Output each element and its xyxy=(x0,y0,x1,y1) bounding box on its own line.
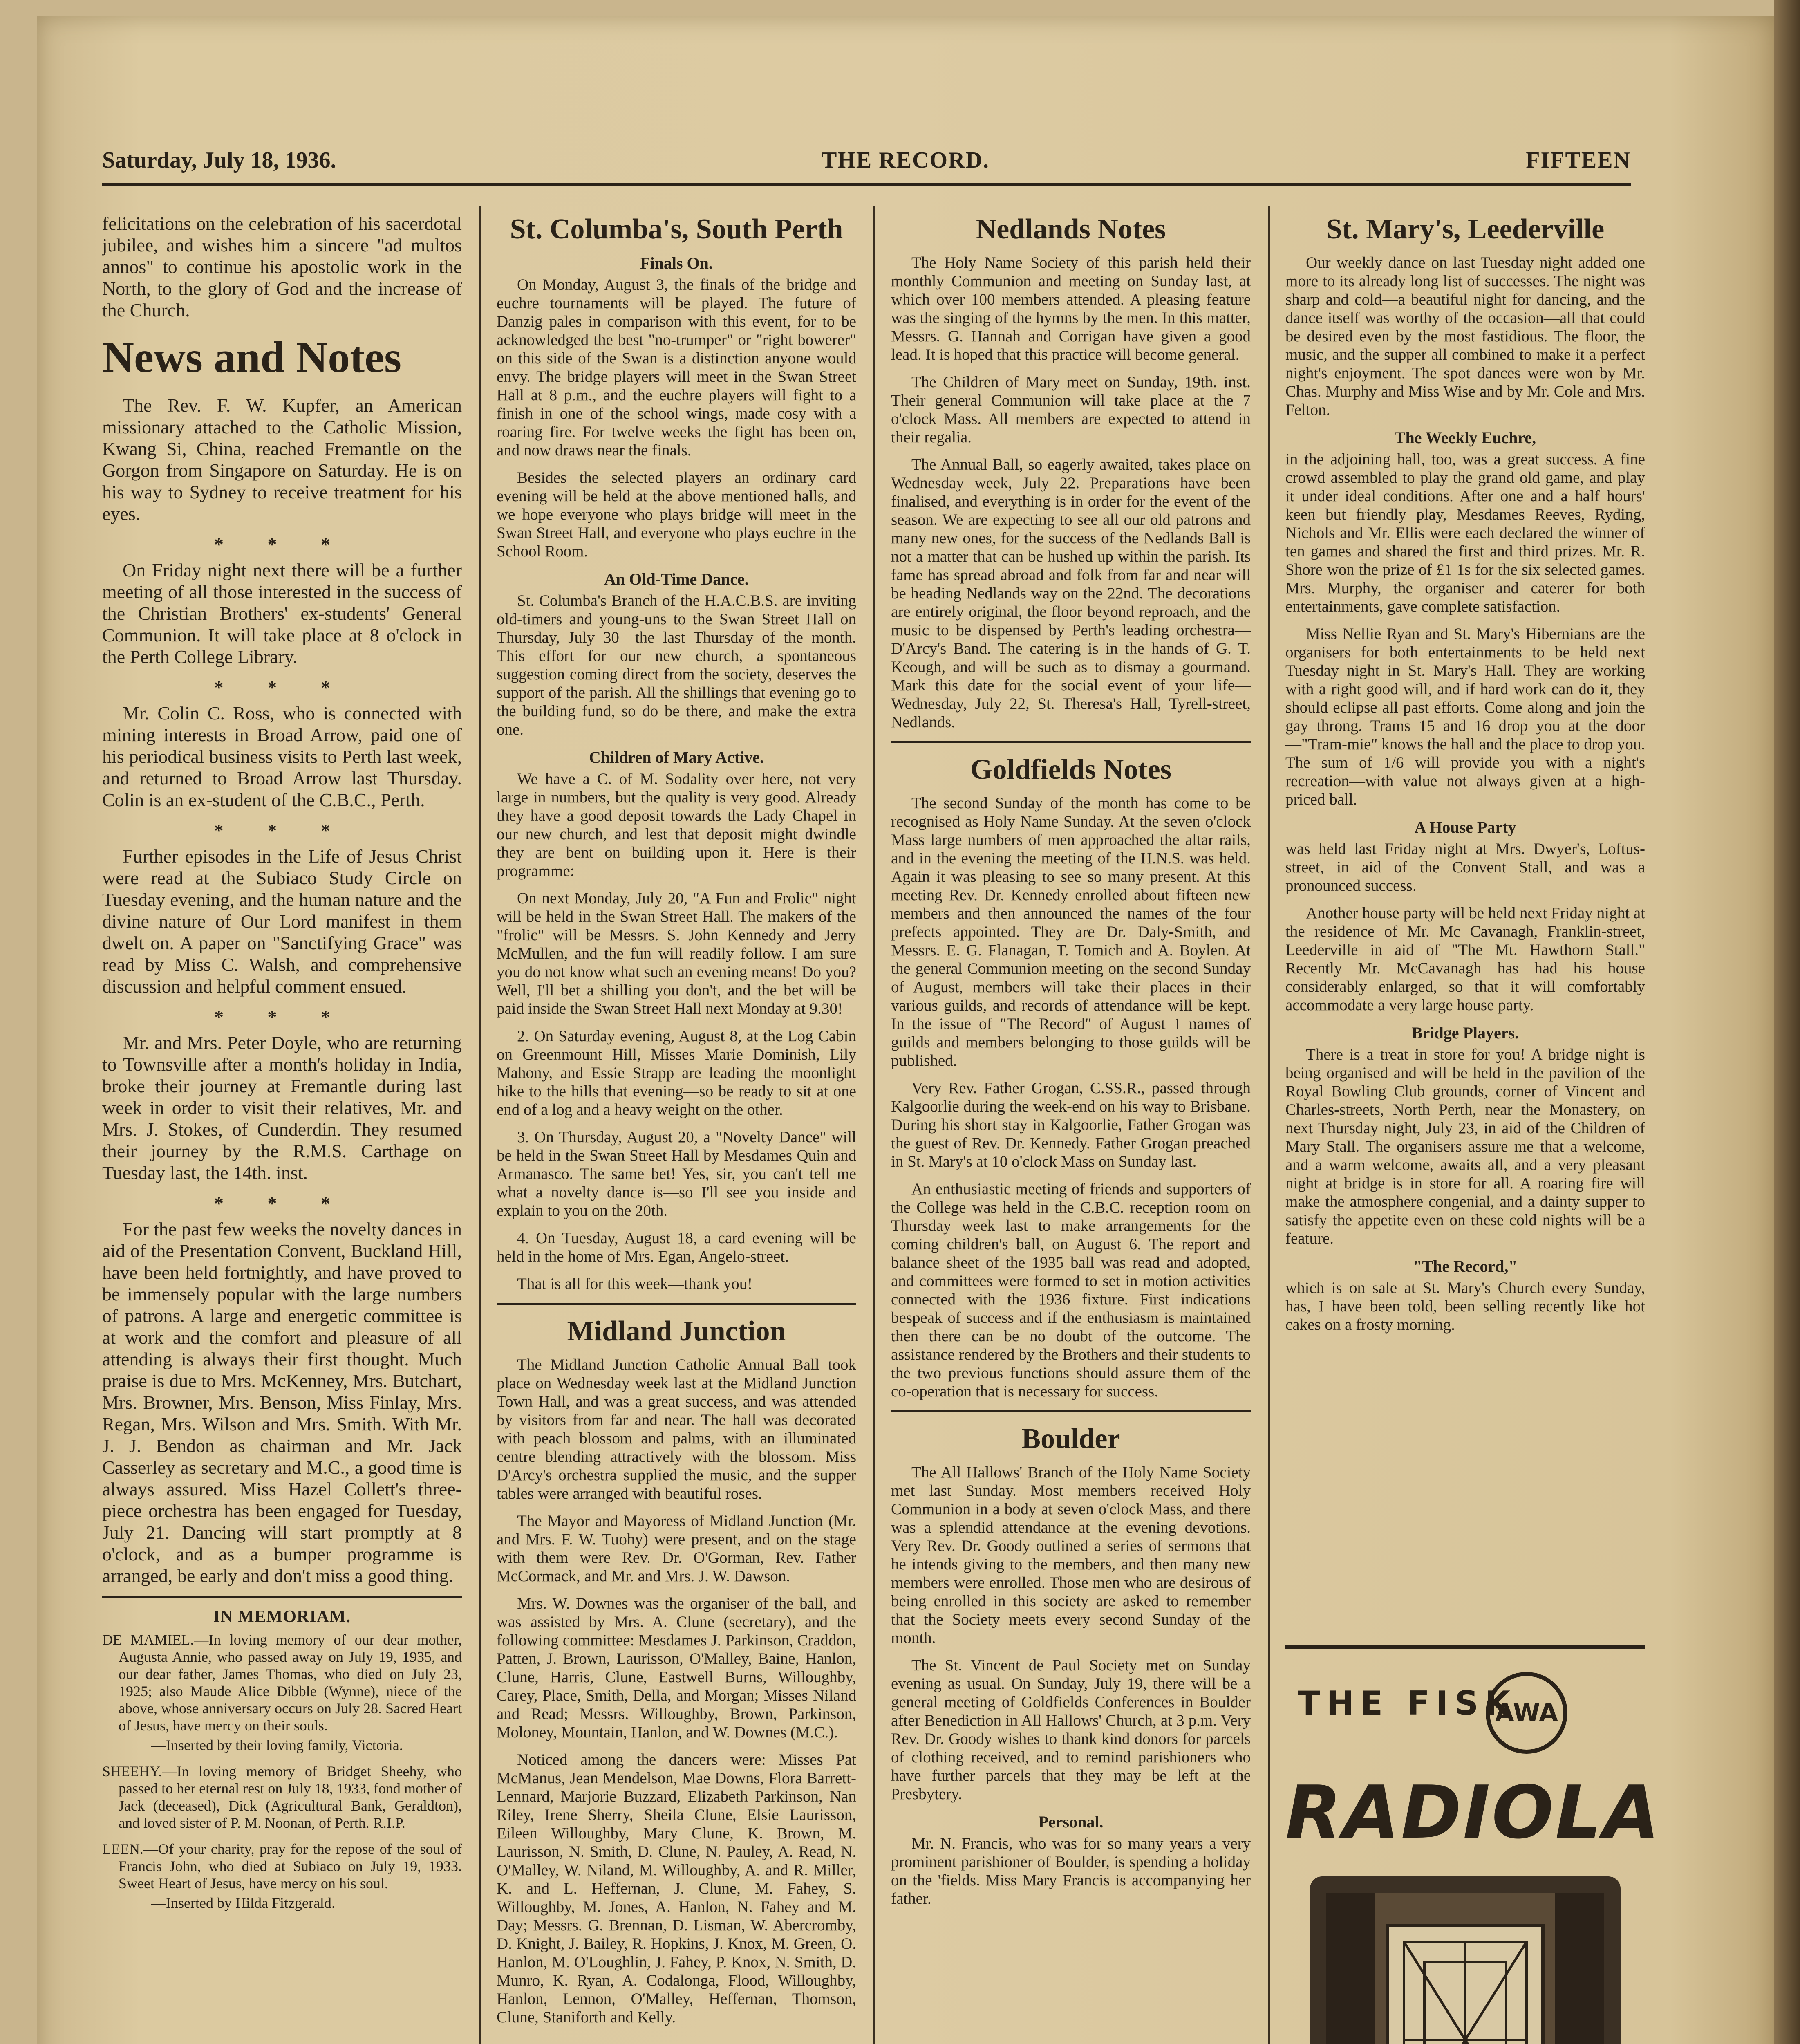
section-rule xyxy=(891,1410,1251,1412)
article-paragraph: We have a C. of M. Sodality over here, not very large in numbers, but the quality is very good. Already they have a good deposit towards the Lady Chapel in our new church, and lest that deposit might dwindle they are bent on building upon it. Here is their programme: xyxy=(497,770,856,880)
subheading: An Old-Time Dance. xyxy=(604,570,749,588)
in-memoriam xyxy=(102,1608,462,1912)
article-paragraph: The Annual Ball, so eagerly awaited, takes place on Wednesday week, July 22. Preparations have been finalised, and everything is in order for the event of the season. We are expecting to see all our old patrons and many new ones, for the success of the Nedlands Ball is not a matter that can be hushed up within the parish. Its fame has spread abroad and folk from far and near will be heading Nedlands way on the 22nd. The decorations are entirely original, the floor beyond reproach, and the music to be dispensed by Perth's leading orchestra—D'Arcy's Band. The catering is in the hands of G. T. Keough, and will be such as to dismay a gourmand. Mark this date for the social event of your life—Wednesday, July 22, St. Theresa's Hall, Tyrell-street, Nedlands. xyxy=(891,456,1251,731)
separator: * * * xyxy=(214,677,350,698)
article-paragraph: in the adjoining hall, too, was a great success. A fine crowd assembled to play the grand old game, and play it under ideal conditions. After one and a half hours' keen but friendly play, Mesdames Reeves, Ryding, Nichols and Mr. Ellis were each declared the winner of ten games and shared the first and third prizes. Mr. R. Shore won the prize of £1 1s for the six selected games. Mrs. Murphy, the organiser and caterer for both entertainments, gave complete satisfaction. xyxy=(1285,450,1645,615)
header-page-number: FIFTEEN xyxy=(1526,148,1631,173)
section-heading-goldfields-notes: Goldfields Notes xyxy=(970,754,1171,785)
article-paragraph: St. Columba's Branch of the H.A.C.B.S. are inviting old-timers and young-uns to the Swan Street Hall on Thursday, July 30—the last Thursday of the month. This effort for our new church, a spontaneous suggestion coming direct from the society, deserves the support of the parish. All the shillings that evening go to the building fund, so do be there, and make the extra one. xyxy=(497,592,856,738)
section-rule xyxy=(102,1596,462,1598)
ad-brand: THE FISK xyxy=(1298,1684,1517,1722)
article-paragraph: Noticed among the dancers were: Misses Pat McManus, Jean Mendelson, Mae Downs, Flora Barrett-Lennard, Marjorie Buzzard, Elizabeth Parkinson, Nan Riley, Irene Sherry, Sheila Clune, Elsie Laurisson, Eileen Willoughby, Mary Clune, K. Brown, M. Laurisson, N. Smith, D. Clune, N. Pauley, A. Read, N. O'Malley, W. Niland, M. Willoughby, A. and R. Miller, K. and L. Heffernan, J. Clune, M. Fahey, S. Willoughby, M. Jones, A. Hanlon, N. Fahey and M. Day; Messrs. G. Brennan, D. Lisman, W. Abercromby, D. Knight, J. Bailey, R. Hopkins, J. Knox, M. Green, O. Hanlon, M. O'Loughlin, J. Fahey, P. Knox, N. Smith, D. Munro, K. Ryan, A. Codalonga, Flood, Willoughby, Hanlon, Lennon, O'Malley, Heffernan, Thomson, Clune, Staniforth and Kelly. xyxy=(497,1751,856,2026)
subheading: "The Record," xyxy=(1413,1257,1518,1275)
article-paragraph: The second Sunday of the month has come to be recognised as Holy Name Sunday. At the seven o'clock Mass large numbers of men approached the altar rails, and in the evening the meeting of the H.N.S. was held. Again it was pleasing to see so many present. At this meeting Rev. Dr. Kennedy enrolled about fifteen new members and then announced the names of the four prefects appointed. They are Dr. Daly-Smith, and Messrs. E. G. Flanagan, T. Tomich and A. Boylen. At the general Communion meeting on the second Sunday of August, members will take their places in their various guilds, and records of attendance will be kept. In the issue of "The Record" of August 1 names of guilds and members belonging to those guilds will be published. xyxy=(891,794,1251,1069)
subheading: A House Party xyxy=(1414,818,1516,836)
column-rule xyxy=(479,206,481,2044)
ad-product-name: RADIOLA xyxy=(1285,1770,1661,1855)
article-paragraph: Mr. N. Francis, who was for so many years a very prominent parishioner of Boulder, is spending a holiday on the 'fields. Miss Mary Francis is accompanying her father. xyxy=(891,1835,1251,1907)
article-paragraph: 3. On Thursday, August 20, a "Novelty Dance" will be held in the Swan Street Hall by Mesdames Quin and Armanasco. The same bet! Yes, sir, you can't tell me what a novelty dance is—so I'll see you inside and explain to you on the 20th. xyxy=(497,1128,856,1219)
article-paragraph: Another house party will be held next Friday night at the residence of Mr. Mc Cavanagh, Franklin-street, Leederville in aid of "The Mt. Hawthorn Stall." Recently Mr. McCavanagh has had his house considerably enlarged, so that it will comfortably accommodate a very large house party. xyxy=(1285,904,1645,1014)
section-heading-boulder: Boulder xyxy=(1021,1423,1120,1455)
article-paragraph: Further episodes in the Life of Jesus Christ were read at the Subiaco Study Circle on Tuesday evening, and the human nature and the divine nature of Our Lord manifest in them dwelt on. A paper on "Sanctifying Grace" was read by Miss C. Walsh, and comprehensive discussion and helpful comment ensued. xyxy=(102,846,462,997)
separator: * * * xyxy=(214,1193,350,1214)
column-3 xyxy=(891,213,1251,2044)
article-text: felicitations on the celebration of his sacerdotal jubilee, and wishes him a sincere "ad multos annos" to continue his apostolic work in the North, to the glory of God and the increase of the Church. xyxy=(102,213,462,320)
section-heading-st-columbas: St. Columba's, South Perth xyxy=(510,213,843,245)
memoriam-inserted-by: —Inserted by Hilda Fitzgerald. xyxy=(151,1895,335,1911)
section-rule xyxy=(497,1303,856,1305)
article-paragraph: 4. On Tuesday, August 18, a card evening will be held in the home of Mrs. Egan, Angelo-street. xyxy=(497,1229,856,1265)
separator: * * * xyxy=(214,534,350,555)
header-rule xyxy=(102,183,1631,186)
column-4 xyxy=(1285,213,1645,1619)
separator: * * * xyxy=(214,820,350,841)
subheading: Children of Mary Active. xyxy=(589,748,764,766)
subheading: Personal. xyxy=(1038,1813,1104,1831)
article-paragraph: On Friday night next there will be a further meeting of all those interested in the success of the Christian Brothers' ex-students' General Communion. It will take place at 8 o'clock in the Perth College Library. xyxy=(102,560,462,667)
article-paragraph: The Children of Mary meet on Sunday, 19th. inst. Their general Communion will take place at the 7 o'clock Mass. All members are expected to attend in their regalia. xyxy=(891,373,1251,446)
section-heading-midland-junction: Midland Junction xyxy=(567,1316,786,1347)
article-paragraph: On Monday, August 3, the finals of the bridge and euchre tournaments will be played. The future of Danzig pales in comparison with this event, for to be acknowledged the best "no-trumper" or "right bowerer" on this side of the Swan is a distinction anyone would envy. The bridge players will meet in the Swan Street Hall at 8 p.m., and the euchre players will fight to a finish in one of the school wings, made cosy with a roaring fire. For twelve weeks the fight has been on, and now draws near the finals. xyxy=(497,276,856,459)
article-paragraph: The Midland Junction Catholic Annual Ball took place on Wednesday week last at the Midland Junction Town Hall, and was a great success, and was attended by visitors from far and near. The hall was decorated with peach blossom and palms, with an illuminated centre blending attractively with the blossom. Miss D'Arcy's orchestra supplied the music, and the supper tables were arranged with beautiful roses. xyxy=(497,1356,856,1502)
section-heading-news-and-notes: News and Notes xyxy=(102,333,402,382)
article-paragraph: Mrs. W. Downes was the organiser of the ball, and was assisted by Mrs. A. Clune (secretary), and the following committee: Mesdames J. Parkinson, Craddon, Patten, J. Brown, Laurisson, O'Malley, Baine, Hanlon, Clune, Harris, Clune, Eastwell Burns, Willoughby, Carey, Place, Smith, Della, and Morgan; Misses Niland and Read; Messrs. Willoughby, Brown, Parkinson, Moloney, Mountain, Hanlon, and W. Downes (M.C.). xyxy=(497,1595,856,1741)
in-memoriam-title: IN MEMORIAM. xyxy=(213,1607,351,1626)
article-paragraph: 2. On Saturday evening, August 8, at the Log Cabin on Greenmount Hill, Misses Marie Dominish, Lily Mahony, and Essie Strapp are leading the moonlight hike to the hills that evening—so be ready to sit at one end of a log and a heavy weight on the other. xyxy=(497,1027,856,1118)
awa-logo: AWA xyxy=(1486,1672,1567,1754)
article-paragraph: Mr. and Mrs. Peter Doyle, who are returning to Townsville after a month's holiday in India, broke their journey at Fremantle during last week in order to visit their relatives, Mr. and Mrs. J. Stokes, of Cunderdin. They resumed their journey by the R.M.S. Carthage on Tuesday last, the 14th. inst. xyxy=(102,1032,462,1183)
subheading: Finals On. xyxy=(640,254,713,272)
article-paragraph: Our weekly dance on last Tuesday night added one more to its already long list of successes. The night was sharp and cold—a beautiful night for dancing, and the dance itself was worthy of the occasion—all that could be desired even by the most fastidious. The floor, the music, and the supper all combined to make it a perfect night's enjoyment. The spot dances were won by Mr. Chas. Murphy and Miss Wise and by Mr. Cole and Mrs. Felton. xyxy=(1285,254,1645,419)
header-paper-title: THE RECORD. xyxy=(822,148,990,173)
separator: * * * xyxy=(214,1006,350,1027)
column-rule xyxy=(1268,206,1270,2044)
memoriam-inserted-by: —Inserted by their loving family, Victoria. xyxy=(151,1737,403,1753)
article-paragraph: Very Rev. Father Grogan, C.SS.R., passed through Kalgoorlie during the week-end on his way to Brisbane. During his short stay in Kalgoorlie, Father Grogan was the guest of Rev. Dr. Kennedy. Father Grogan preached in St. Mary's at 10 o'clock Mass on Sunday last. xyxy=(891,1079,1251,1170)
article-paragraph: which is on sale at St. Mary's Church every Sunday, has, I have been told, been selling recently like hot cakes on a frosty morning. xyxy=(1285,1279,1645,1334)
article-paragraph: Besides the selected players an ordinary card evening will be held at the above mentioned halls, and we hope everyone who plays bridge will meet in the Swan Street Hall, and everyone who plays euchre in the School Room. xyxy=(497,469,856,560)
article-paragraph: The Rev. F. W. Kupfer, an American missionary attached to the Catholic Mission, Kwang Si, China, reached Fremantle on the Gorgon from Singapore on Saturday. He is on his way to Sydney to receive treatment for his eyes. xyxy=(102,395,462,524)
cabinet-right-pillar xyxy=(1555,1893,1604,2044)
memoriam-entry: DE MAMIEL.—In loving memory of our dear mother, Augusta Annie, who passed away on July 19, 1935, and our dear father, James Thomas, who died on July 23, 1925; also Maude Alice Dibble (Wynne), niece of the above, whose anniversary occurs on July 28. Sacred Heart of Jesus, have mercy on their souls. xyxy=(102,1632,462,1734)
radio-cabinet-illustration xyxy=(1302,1868,1629,2044)
memoriam-entry: LEEN.—Of your charity, pray for the repose of the soul of Francis John, who died at Subiaco on July 19, 1933. Sweet Heart of Jesus, have mercy on his soul. xyxy=(102,1841,462,1892)
subheading: Bridge Players. xyxy=(1411,1024,1519,1042)
cabinet-left-pillar xyxy=(1326,1893,1375,2044)
article-paragraph: For the past few weeks the novelty dances in aid of the Presentation Convent, Buckland Hill, have been held fortnightly, and have proved to be immensely popular with the large numbers of patrons. A large and energetic committee is at work and the comfort and pleasure of all attending is always their first thought. Much praise is due to Mrs. McKenney, Mrs. Butchart, Mrs. Browner, Mrs. Benson, Miss Finlay, Mrs. Regan, Mrs. Wilson and Mrs. Smith. With Mr. J. J. Bendon as chairman and Mr. Jack Casserley as secretary and M.C., a good time is always assured. Miss Hazel Collett's three-piece orchestra has been engaged for Tuesday, July 21. Dancing will start promptly at 8 o'clock, and as a bumper programme is arranged, be early and don't miss a good thing. xyxy=(102,1219,462,1586)
radiola-advertisement xyxy=(1285,1668,1661,2044)
page-header xyxy=(102,147,1631,176)
article-paragraph: There is a treat in store for you! A bridge night is being organised and will be held in the pavilion of the Royal Bowling Club grounds, corner of Vincent and Charles-streets, North Perth, near the Monastery, on next Thursday night, July 23, in aid of the Children of Mary Stall. The organisers assure me that a welcome, and a warm welcome, awaits all, and a very pleasant night at bridge is in store for all. A roaring fire will make the atmosphere congenial, and a dainty supper to satisfy the appetite even on these cold nights will be a feature. xyxy=(1285,1046,1645,1247)
column-1 xyxy=(102,213,462,2044)
memoriam-entry: SHEEHY.—In loving memory of Bridget Sheehy, who passed to her eternal rest on July 18, 1933, fond mother of Jack (deceased), Dick (Agricultural Bank, Geraldton), and loved sister of P. M. Noonan, of Perth. R.I.P. xyxy=(102,1763,462,1831)
header-date: Saturday, July 18, 1936. xyxy=(102,148,336,173)
article-paragraph: was held last Friday night at Mrs. Dwyer's, Loftus-street, in aid of the Convent Stall, and was a pronounced success. xyxy=(1285,840,1645,894)
section-heading-st-marys-leederville: St. Mary's, Leederville xyxy=(1326,213,1605,245)
ad-brand-row xyxy=(1285,1668,1645,1733)
article-paragraph: The Holy Name Society of this parish held their monthly Communion and meeting on Sunday last, at which over 100 members attended. A pleasing feature was the singing of the hymns by the men. In this matter, Messrs. G. Hannah and Corrigan have given a good lead. It is hoped that this practice will become general. xyxy=(891,254,1251,363)
advertisement-rule xyxy=(1285,1645,1645,1649)
article-paragraph: The Mayor and Mayoress of Midland Junction (Mr. and Mrs. F. W. Tuohy) were present, and on the stage with them were Rev. Dr. O'Gorman, Rev. Father McCormack, and Mr. and Mrs. J. W. Dawson. xyxy=(497,1512,856,1585)
section-heading-nedlands-notes: Nedlands Notes xyxy=(976,213,1166,245)
subheading: The Weekly Euchre, xyxy=(1394,428,1536,447)
section-rule xyxy=(891,741,1251,743)
article-paragraph: The St. Vincent de Paul Society met on Sunday evening as usual. On Sunday, July 19, there will be a general meeting of Goldfields Conferences in Boulder after Benediction in All Hallows' Church, at 3 p.m. Very Rev. Dr. Goody wishes to thank kind donors for parcels of clothing received, and to remind parishioners who have further parcels that they may be left at the Presbytery. xyxy=(891,1656,1251,1803)
article-paragraph: Miss Nellie Ryan and St. Mary's Hibernians are the organisers for both entertainments to be held next Tuesday night in St. Mary's Hall. They are working with a right good will, and if hard work can do it, they should eclipse all past efforts. Come along and join the gay throng. Trams 15 and 16 drop you at the door—"Tram-mie" knows the hall and the place to drop you. The sum of 1/6 will provide you with a night's recreation—with value not always given at a high-priced ball. xyxy=(1285,625,1645,808)
article-paragraph: An enthusiastic meeting of friends and supporters of the College was held in the C.B.C. reception room on Thursday week last to make arrangements for the coming children's ball, on August 6. The report and balance sheet of the 1935 ball was read and adopted, and committees were formed to set in motion activities connected with the 1936 fixture. First indications bespeak of success and if the enthusiasm is maintained then there can be no doubt of the outcome. The assistance rendered by the Brothers and their students to the two previous functions should assure them of the co-operation that is necessary for success. xyxy=(891,1180,1251,1400)
binding-edge xyxy=(1774,0,1800,2044)
column-2 xyxy=(497,213,856,2044)
column-rule xyxy=(873,206,875,2044)
article-paragraph: That is all for this week—thank you! xyxy=(517,1275,753,1293)
article-paragraph: On next Monday, July 20, "A Fun and Frolic" night will be held in the Swan Street Hall. The makers of the "frolic" will be Messrs. S. John Kennedy and Jerry McMullen, and the fun will readily follow. I am sure you do not know what such an evening means! Do you? Well, I'll bet a shilling you don't, and the bet will be paid inside the Swan Street Hall next Monday at 9.30! xyxy=(497,890,856,1018)
article-paragraph: The All Hallows' Branch of the Holy Name Society met last Sunday. Most members received Holy Communion in a body at seven o'clock Mass, and there was a splendid attendance at the evening devotions. Very Rev. Dr. Goody outlined a series of sermons that he intends giving to the members, and then many new members were enrolled. Those men who are desirous of being enrolled in this society are asked to remember that the Society meets every second Sunday of the month. xyxy=(891,1464,1251,1647)
article-paragraph: Mr. Colin C. Ross, who is connected with mining interests in Broad Arrow, paid one of his periodical business visits to Perth last week, and returned to Broad Arrow last Thursday. Colin is an ex-student of the C.B.C., Perth. xyxy=(102,703,462,810)
